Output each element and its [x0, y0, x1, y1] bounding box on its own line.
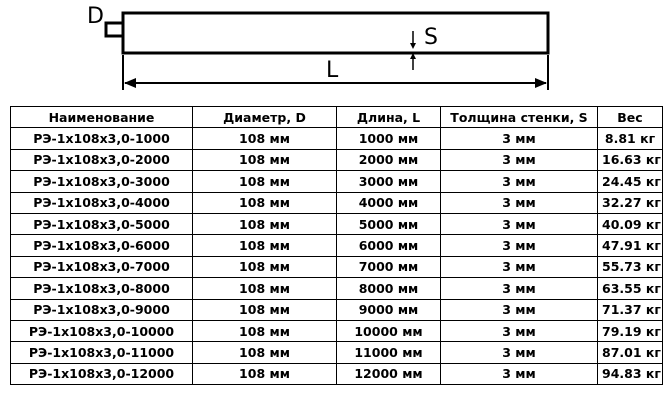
cell-name: РЭ-1х108х3,0-11000 — [11, 342, 193, 363]
cell-name: РЭ-1х108х3,0-10000 — [11, 320, 193, 341]
cell-length: 1000 мм — [337, 128, 441, 149]
pipe-body — [123, 13, 548, 53]
cell-diameter: 108 мм — [193, 192, 337, 213]
cell-wall-thickness: 3 мм — [441, 363, 598, 384]
cell-length: 3000 мм — [337, 171, 441, 192]
length-label: L — [326, 58, 339, 83]
cell-weight: 79.19 кг — [598, 320, 663, 341]
cell-weight: 87.01 кг — [598, 342, 663, 363]
cell-length: 11000 мм — [337, 342, 441, 363]
table-header-row — [11, 107, 663, 128]
cell-length: 10000 мм — [337, 320, 441, 341]
cell-name: РЭ-1х108х3,0-2000 — [11, 149, 193, 170]
table-row — [11, 278, 663, 299]
cell-diameter: 108 мм — [193, 363, 337, 384]
cell-name: РЭ-1х108х3,0-12000 — [11, 363, 193, 384]
table-row — [11, 171, 663, 192]
header-length: Длина, L — [337, 107, 441, 128]
cell-weight: 71.37 кг — [598, 299, 663, 320]
cell-length: 9000 мм — [337, 299, 441, 320]
cell-name: РЭ-1х108х3,0-5000 — [11, 213, 193, 234]
table-body — [11, 128, 663, 385]
diameter-label: D — [87, 4, 104, 29]
cell-length: 5000 мм — [337, 213, 441, 234]
header-wall-thickness: Толщина стенки, S — [441, 107, 598, 128]
pipe-end-cap — [106, 23, 123, 36]
cell-name: РЭ-1х108х3,0-9000 — [11, 299, 193, 320]
cell-wall-thickness: 3 мм — [441, 299, 598, 320]
table-row — [11, 363, 663, 384]
cell-diameter: 108 мм — [193, 342, 337, 363]
spec-table — [10, 106, 663, 385]
cell-weight: 24.45 кг — [598, 171, 663, 192]
cell-length: 4000 мм — [337, 192, 441, 213]
cell-diameter: 108 мм — [193, 171, 337, 192]
cell-name: РЭ-1х108х3,0-4000 — [11, 192, 193, 213]
cell-weight: 94.83 кг — [598, 363, 663, 384]
cell-wall-thickness: 3 мм — [441, 149, 598, 170]
cell-wall-thickness: 3 мм — [441, 320, 598, 341]
cell-name: РЭ-1х108х3,0-1000 — [11, 128, 193, 149]
cell-diameter: 108 мм — [193, 149, 337, 170]
cell-wall-thickness: 3 мм — [441, 128, 598, 149]
cell-wall-thickness: 3 мм — [441, 171, 598, 192]
cell-wall-thickness: 3 мм — [441, 213, 598, 234]
header-diameter: Диаметр, D — [193, 107, 337, 128]
table-row — [11, 213, 663, 234]
table-row — [11, 192, 663, 213]
table-row — [11, 235, 663, 256]
cell-wall-thickness: 3 мм — [441, 192, 598, 213]
cell-length: 6000 мм — [337, 235, 441, 256]
table-row — [11, 128, 663, 149]
cell-length: 8000 мм — [337, 278, 441, 299]
cell-wall-thickness: 3 мм — [441, 235, 598, 256]
table-row — [11, 299, 663, 320]
cell-name: РЭ-1х108х3,0-8000 — [11, 278, 193, 299]
wall-thickness-label: S — [424, 25, 438, 50]
cell-name: РЭ-1х108х3,0-3000 — [11, 171, 193, 192]
cell-length: 12000 мм — [337, 363, 441, 384]
cell-weight: 47.91 кг — [598, 235, 663, 256]
cell-wall-thickness: 3 мм — [441, 256, 598, 277]
cell-wall-thickness: 3 мм — [441, 278, 598, 299]
cell-weight: 16.63 кг — [598, 149, 663, 170]
cell-weight: 8.81 кг — [598, 128, 663, 149]
cell-diameter: 108 мм — [193, 128, 337, 149]
cell-weight: 40.09 кг — [598, 213, 663, 234]
cell-diameter: 108 мм — [193, 278, 337, 299]
cell-weight: 32.27 кг — [598, 192, 663, 213]
cell-diameter: 108 мм — [193, 213, 337, 234]
header-name: Наименование — [11, 107, 193, 128]
cell-length: 2000 мм — [337, 149, 441, 170]
cell-name: РЭ-1х108х3,0-6000 — [11, 235, 193, 256]
pipe-drawing — [0, 0, 667, 98]
cell-wall-thickness: 3 мм — [441, 342, 598, 363]
header-weight: Вес — [598, 107, 663, 128]
cell-diameter: 108 мм — [193, 235, 337, 256]
cell-name: РЭ-1х108х3,0-7000 — [11, 256, 193, 277]
table-row — [11, 256, 663, 277]
table-row — [11, 149, 663, 170]
cell-diameter: 108 мм — [193, 256, 337, 277]
cell-diameter: 108 мм — [193, 299, 337, 320]
cell-weight: 63.55 кг — [598, 278, 663, 299]
cell-diameter: 108 мм — [193, 320, 337, 341]
table-row — [11, 342, 663, 363]
table-row — [11, 320, 663, 341]
cell-weight: 55.73 кг — [598, 256, 663, 277]
cell-length: 7000 мм — [337, 256, 441, 277]
